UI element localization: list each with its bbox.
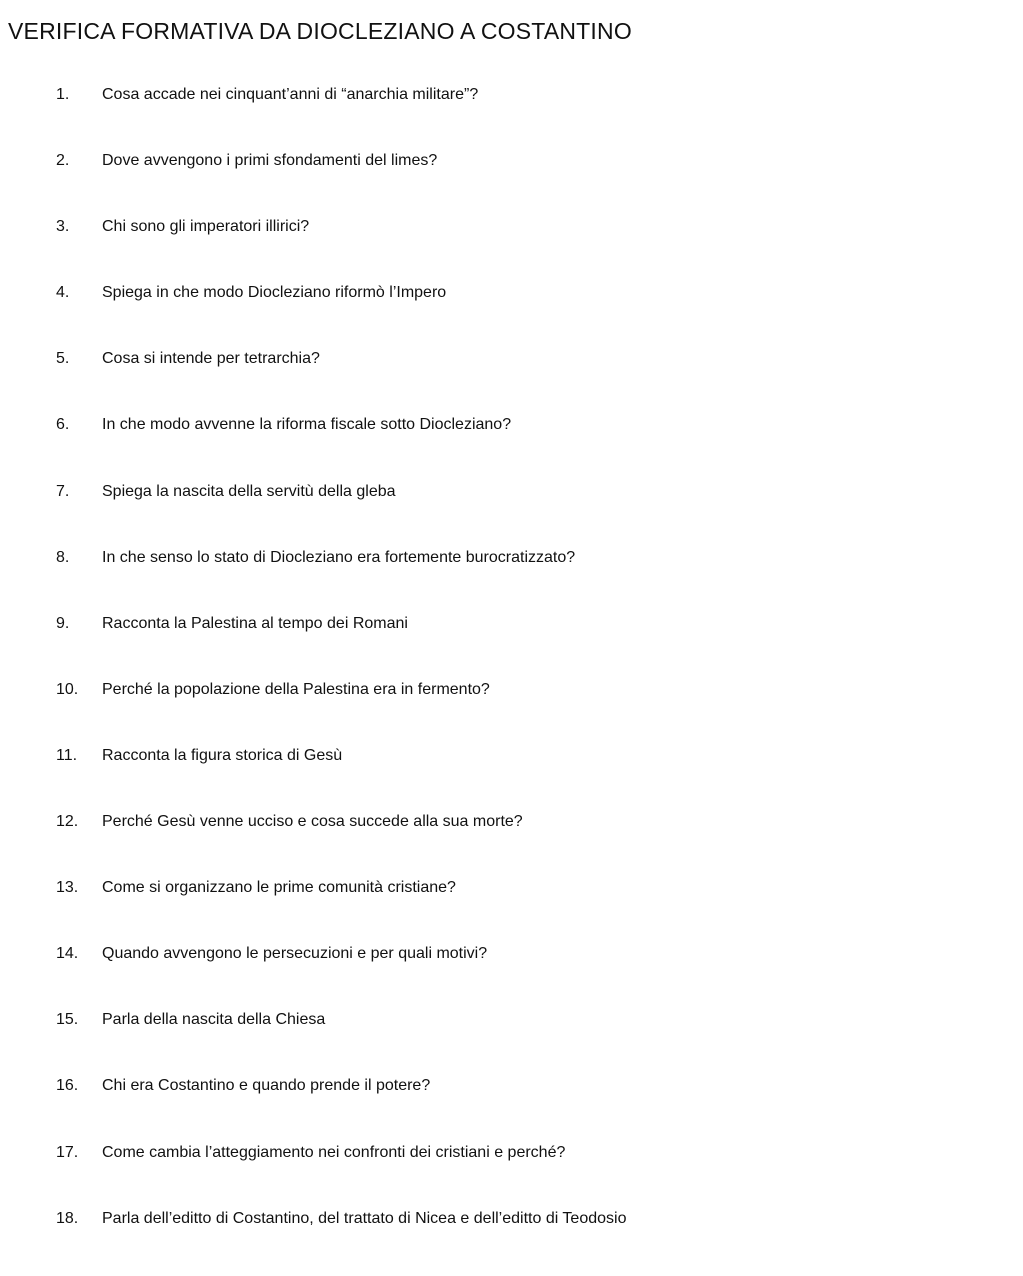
question-item <box>56 152 1016 218</box>
question-number: 2. <box>56 152 70 170</box>
question-item <box>56 416 1016 482</box>
question-item <box>56 813 1016 879</box>
question-number: 17. <box>56 1143 79 1161</box>
question-item <box>56 879 1016 945</box>
question-text: Parla della nascita della Chiesa <box>102 1011 326 1029</box>
question-number: 3. <box>56 218 70 236</box>
question-text: In che senso lo stato di Diocleziano era fortemente burocratizzato? <box>102 548 576 566</box>
question-text: Racconta la Palestina al tempo dei Romani <box>102 614 408 632</box>
question-number: 4. <box>56 284 70 302</box>
question-list <box>56 86 1016 1276</box>
question-text: Spiega in che modo Diocleziano riformò l’Impero <box>102 284 447 302</box>
question-number: 12. <box>56 813 79 831</box>
question-item <box>56 483 1016 549</box>
question-number: 13. <box>56 879 79 897</box>
question-item <box>56 681 1016 747</box>
question-number: 8. <box>56 548 70 566</box>
question-item <box>56 1077 1016 1143</box>
question-number: 6. <box>56 416 70 434</box>
question-item <box>56 1144 1016 1210</box>
question-item <box>56 549 1016 615</box>
question-item <box>56 945 1016 1011</box>
question-item <box>56 350 1016 416</box>
question-number: 18. <box>56 1209 79 1227</box>
question-text: Chi era Costantino e quando prende il potere? <box>102 1077 431 1095</box>
question-number: 10. <box>56 680 79 698</box>
question-item <box>56 218 1016 284</box>
question-text: Cosa accade nei cinquant’anni di “anarchia militare”? <box>102 86 479 103</box>
question-number: 15. <box>56 1011 79 1029</box>
question-number: 7. <box>56 482 70 500</box>
question-number: 11. <box>56 746 78 764</box>
question-number: 16. <box>56 1077 79 1095</box>
question-text: In che modo avvenne la riforma fiscale sotto Diocleziano? <box>102 416 512 434</box>
question-item <box>56 284 1016 350</box>
question-text: Perché Gesù venne ucciso e cosa succede alla sua morte? <box>102 813 523 831</box>
question-text: Perché la popolazione della Palestina era in fermento? <box>102 680 490 698</box>
question-number: 5. <box>56 350 70 368</box>
question-item <box>56 1011 1016 1077</box>
question-item <box>56 615 1016 681</box>
question-number: 14. <box>56 945 79 963</box>
question-text: Racconta la figura storica di Gesù <box>102 746 343 764</box>
question-text: Spiega la nascita della servitù della gleba <box>102 482 396 500</box>
question-text: Dove avvengono i primi sfondamenti del limes? <box>102 152 438 170</box>
question-text: Quando avvengono le persecuzioni e per quali motivi? <box>102 945 488 963</box>
question-item <box>56 747 1016 813</box>
question-number: 9. <box>56 614 70 632</box>
question-text: Chi sono gli imperatori illirici? <box>102 218 310 236</box>
question-text: Parla dell’editto di Costantino, del trattato di Nicea e dell’editto di Teodosio <box>102 1209 627 1227</box>
question-number: 1. <box>56 86 70 103</box>
question-item <box>56 86 1016 152</box>
document-title: VERIFICA FORMATIVA DA DIOCLEZIANO A COSTANTINO <box>8 18 632 44</box>
question-text: Cosa si intende per tetrarchia? <box>102 350 320 368</box>
question-text: Come cambia l’atteggiamento nei confronti dei cristiani e perché? <box>102 1143 566 1161</box>
question-text: Come si organizzano le prime comunità cristiane? <box>102 879 456 897</box>
